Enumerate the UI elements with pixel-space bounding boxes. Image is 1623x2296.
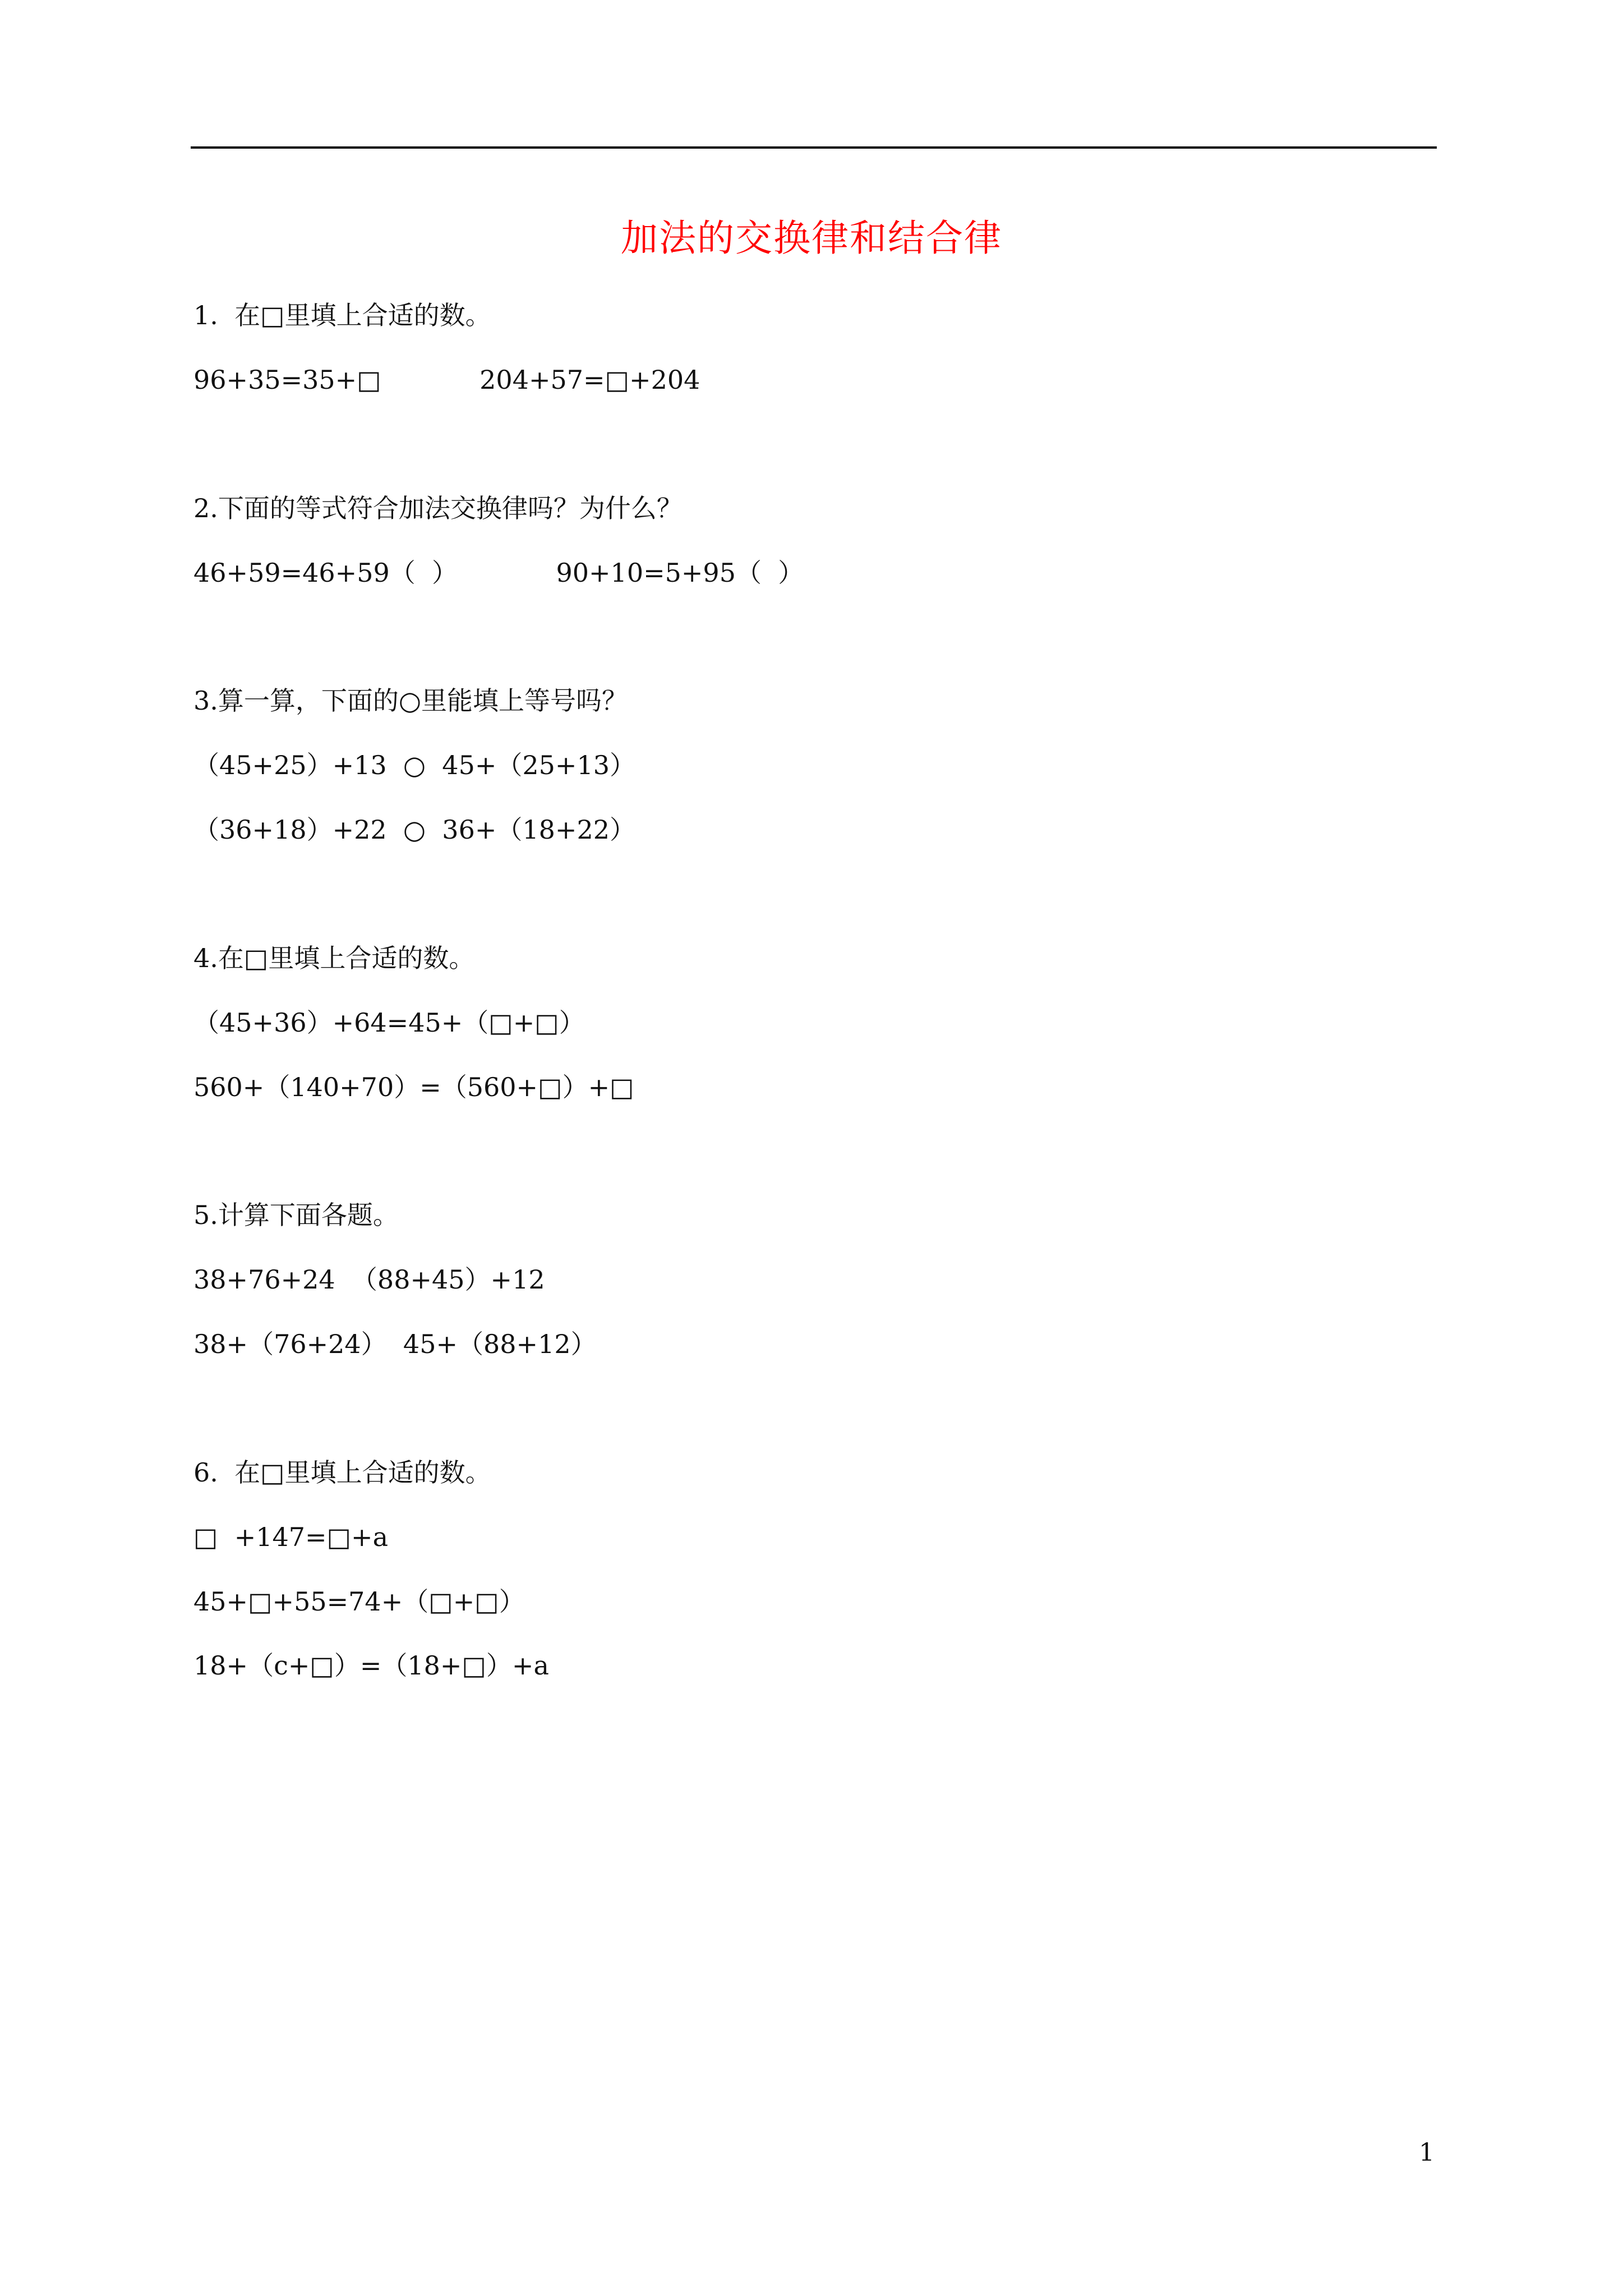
question-2-prompt: 2.下面的等式符合加法交换律吗？为什么？	[193, 493, 683, 523]
question-6-line-3: 18+（c+□）=（18+□）+a	[193, 1650, 549, 1681]
question-4-line-1: （45+36）+64=45+（□+□）	[193, 1007, 585, 1038]
question-1-line-1: 96+35=35+□ 204+57=□+204	[193, 365, 700, 395]
question-4-line-2: 560+（140+70）=（560+□）+□	[193, 1072, 634, 1102]
question-3-line-1: （45+25）+13 ○ 45+（25+13）	[193, 750, 635, 780]
question-3-prompt: 3.算一算，下面的○里能填上等号吗？	[193, 685, 628, 716]
question-1-prompt: 1. 在□里填上合适的数。	[193, 300, 491, 330]
page-number: 1	[1419, 2138, 1435, 2167]
question-6-prompt: 6. 在□里填上合适的数。	[193, 1457, 491, 1488]
question-6-line-2: 45+□+55=74+（□+□）	[193, 1586, 525, 1617]
document-title: 加法的交换律和结合律	[621, 217, 1002, 260]
question-6-line-1: □ +147=□+a	[193, 1522, 389, 1552]
question-2-line-1: 46+59=46+59（ ） 90+10=5+95（ ）	[193, 558, 804, 588]
question-5-line-2: 38+（76+24） 45+（88+12）	[193, 1329, 597, 1359]
question-5-prompt: 5.计算下面各题。	[193, 1200, 399, 1230]
question-4-prompt: 4.在□里填上合适的数。	[193, 943, 475, 973]
question-3-line-2: （36+18）+22 ○ 36+（18+22）	[193, 815, 635, 845]
header-rule	[191, 146, 1437, 149]
question-5-line-1: 38+76+24 （88+45）+12	[193, 1264, 545, 1295]
